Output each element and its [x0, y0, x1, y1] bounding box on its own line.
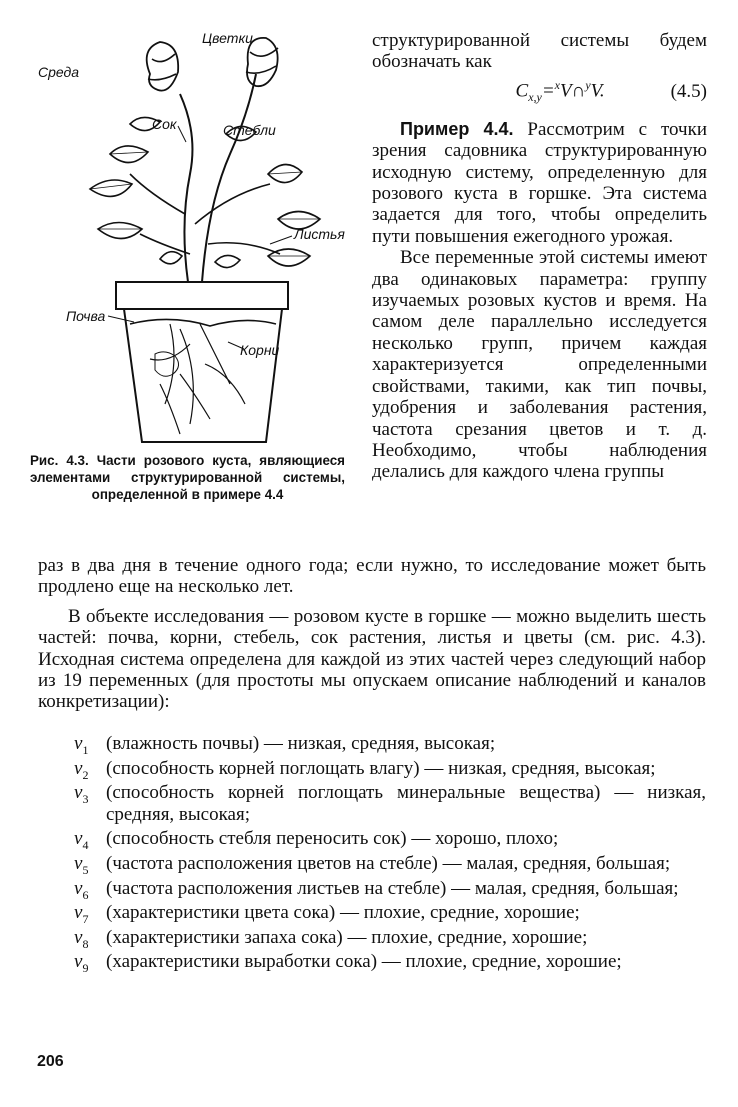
variable-symbol: $v_7$ [74, 902, 89, 926]
variable-symbol: $v_2$ [74, 757, 89, 782]
label-tsvetki: Цветки [202, 30, 253, 46]
list-item [74, 927, 706, 949]
variable-description: (характеристики выработки сока) — плохие, средние, хорошие; [106, 951, 622, 973]
variable-description: (способность корней поглощать минеральные вещества) — низкая, средняя, высокая; [106, 782, 706, 825]
paragraph-example [372, 119, 707, 247]
label-pochva: Почва [66, 308, 106, 324]
variables-list [74, 733, 706, 976]
formula-number: (4.5) [670, 81, 707, 103]
variable-symbol: $v_4$ [74, 828, 89, 853]
list-item [74, 878, 706, 900]
formula-expression: $C_{x,y}=^xV\cap^yV$. [515, 78, 605, 105]
page-number: 206 [37, 1053, 64, 1070]
label-sreda: Среда [38, 64, 80, 80]
variable-symbol: $v_3$ [74, 782, 89, 806]
list-item [74, 951, 706, 976]
variable-description: (влажность почвы) — низкая, средняя, высокая; [106, 733, 496, 754]
full-width-text [38, 555, 706, 713]
variable-description: (частота расположения цветов на стебле) — малая, средняя, большая; [106, 852, 671, 874]
paragraph-intro: структурированной системы будем обозначать как [372, 30, 707, 73]
variable-symbol: $v_5$ [74, 852, 89, 877]
example-label: Пример 4.4. [400, 118, 514, 139]
list-item [74, 828, 706, 853]
example-text: Рассмотрим с точки зрения садовника структурированную исходную систему, определенную для розового куста в горшке. Эта система задается для того, чтобы определить пути повышения ежегодного урожая. [372, 118, 707, 247]
variable-description: (характеристики запаха сока) — плохие, средние, хорошие; [106, 926, 588, 948]
variable-description: (способность корней поглощать влагу) — низкая, средняя, высокая; [106, 757, 656, 779]
label-stebli: Стебли [223, 122, 276, 138]
list-item [74, 733, 706, 755]
paragraph-variables-intro: Все переменные этой системы имеют два одинаковых параметра: группу изучаемых розовых кустов и время. На самом деле параллельно исследуется несколько групп, причем каждая характеризуется определенными свойствами, такими, как тип почвы, удобрения и заболевания растения, частота срезания цветов и т. д. Необходимо, чтобы наблюдения делались для каждого члена группы [372, 247, 707, 483]
list-item [74, 902, 706, 924]
figure-rose-bush [30, 24, 350, 544]
label-listya: Листья [294, 226, 345, 242]
variable-description: (способность стебля переносить сок) — хорошо, плохо; [106, 828, 559, 850]
right-column [372, 30, 707, 483]
figure-caption: Рис. 4.3. Части розового куста, являющиеся элементами структурированной системы, определенной в примере 4.4 [30, 453, 345, 502]
formula-4-5 [372, 73, 707, 111]
variable-symbol: $v_6$ [74, 877, 89, 902]
variable-description: (частота расположения листьев на стебле) — малая, средняя, большая; [106, 877, 679, 899]
list-item [74, 782, 706, 825]
list-item [74, 853, 706, 875]
variable-description: (характеристики цвета сока) — плохие, средние, хорошие; [106, 902, 580, 924]
list-item [74, 758, 706, 780]
variable-symbol: $v_1$ [74, 733, 89, 757]
paragraph-continuation: раз в два дня в течение одного года; если нужно, то исследование может быть продлено еще на несколько лет. [38, 555, 706, 598]
variable-symbol: $v_9$ [74, 951, 89, 976]
variable-symbol: $v_8$ [74, 926, 89, 951]
label-korni: Корни [240, 342, 280, 358]
paragraph-parts: В объекте исследования — розовом кусте в горшке — можно выделить шесть частей: почва, корни, стебель, сок растения, листья и цветы (см. рис. 4.3). Исходная система определена для каждой из этих частей через следующий набор из 19 переменных (для простоты мы опускаем описание наблюдений и каналов конкретизации): [38, 605, 706, 713]
label-sok: Сок [152, 116, 177, 132]
